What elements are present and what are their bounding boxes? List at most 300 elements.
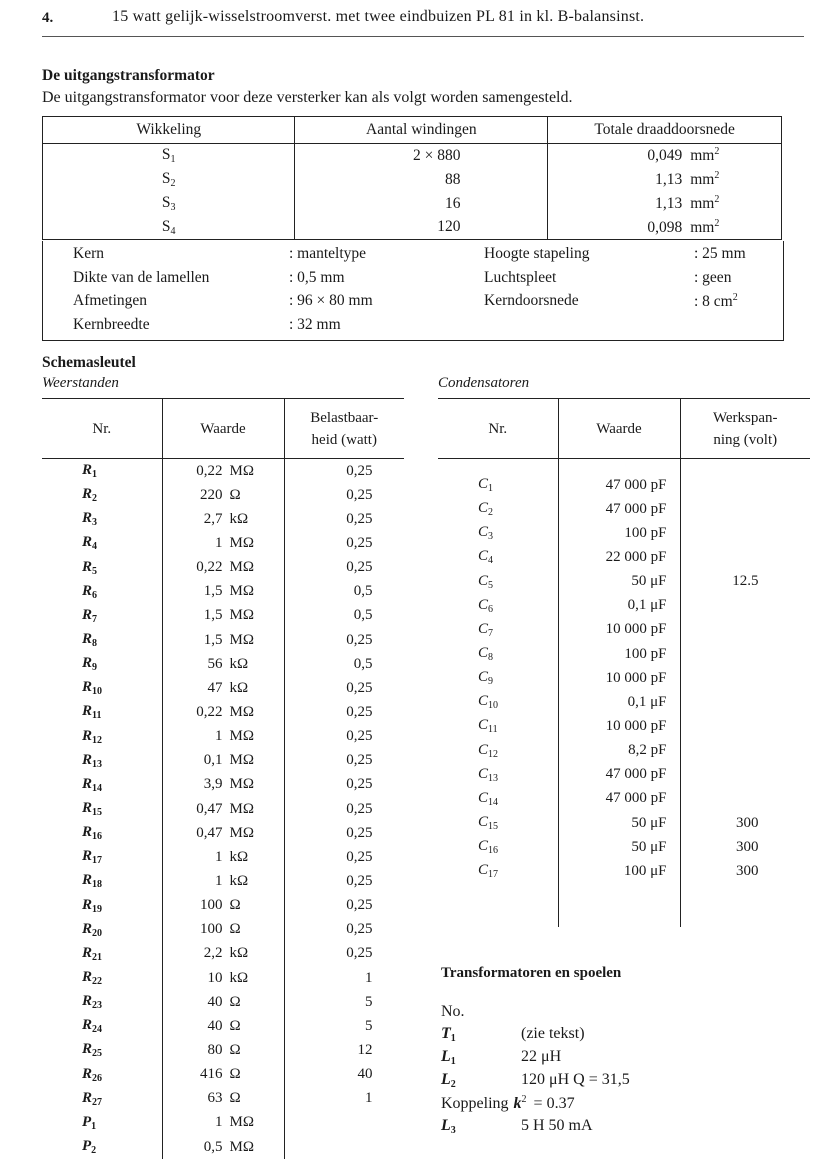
cap-col-voltage-2: ning (volt) xyxy=(713,431,778,448)
resistor-row xyxy=(42,507,404,531)
spacer-cell xyxy=(680,459,810,474)
resistor-id xyxy=(42,483,162,507)
resistor-unit: kΩ xyxy=(229,872,249,889)
resistor-load-cell xyxy=(284,1063,404,1087)
resistor-row xyxy=(42,556,404,580)
capacitor-voltage-cell xyxy=(680,594,810,618)
capacitor-value-cell xyxy=(558,859,680,883)
resistor-subscript: 17 xyxy=(92,855,103,867)
cap-col-nr: Nr. xyxy=(438,399,558,459)
resistor-value: 47 xyxy=(207,679,223,696)
capacitor-value: 47 000 pF xyxy=(605,500,667,517)
resistor-value-cell xyxy=(162,990,284,1014)
capacitor-subscript: 10 xyxy=(488,700,499,712)
coil-id xyxy=(441,1025,521,1044)
resistor-symbol: R xyxy=(82,751,93,768)
resistor-load: 0,25 xyxy=(346,486,373,503)
resistor-symbol: R xyxy=(82,824,93,841)
winding-wire-value: 0,049 xyxy=(647,147,683,165)
resistor-unit: Ω xyxy=(229,486,241,503)
resistor-load-cell xyxy=(284,1038,404,1062)
resistor-symbol: R xyxy=(82,872,93,889)
resistor-unit: MΩ xyxy=(229,607,254,624)
resistor-symbol: R xyxy=(82,558,93,575)
capacitor-symbol: C xyxy=(478,838,489,855)
coil-subscript: 2 xyxy=(450,1079,456,1090)
resistor-subscript: 26 xyxy=(92,1072,103,1084)
resistor-load-cell xyxy=(284,1087,404,1111)
resistor-load-cell xyxy=(284,531,404,555)
capacitor-id xyxy=(438,570,558,594)
resistor-value: 1,5 xyxy=(203,607,223,624)
resistor-row xyxy=(42,1135,404,1159)
coils-no-label: No. xyxy=(441,1003,465,1020)
resistor-load-cell xyxy=(284,869,404,893)
resistor-value: 0,47 xyxy=(196,800,223,817)
resistor-unit: MΩ xyxy=(229,824,254,841)
resistor-row xyxy=(42,580,404,604)
resistor-id xyxy=(42,604,162,628)
resistor-symbol: R xyxy=(82,1089,93,1106)
core-label-2: Hoogte stapeling xyxy=(484,245,590,262)
winding-subscript: 4 xyxy=(170,225,176,237)
resistor-value-cell xyxy=(162,604,284,628)
resistor-load-cell xyxy=(284,1014,404,1038)
coil-value: 5 H 50 mA xyxy=(521,1117,593,1134)
capacitor-voltage: 300 xyxy=(736,862,759,879)
resistor-symbol: R xyxy=(82,582,93,599)
capacitor-symbol: C xyxy=(478,814,489,831)
resistor-load: 1 xyxy=(365,969,373,986)
resistor-id xyxy=(42,1087,162,1111)
capacitor-id xyxy=(438,739,558,763)
capacitor-row xyxy=(438,787,810,811)
resistor-value-cell xyxy=(162,966,284,990)
capacitor-value-cell xyxy=(558,690,680,714)
resistor-subscript: 4 xyxy=(92,541,98,553)
resistor-value-cell xyxy=(162,749,284,773)
resistor-load: 0,25 xyxy=(346,728,373,745)
resistor-symbol: R xyxy=(82,848,93,865)
resistor-row xyxy=(42,459,404,484)
capacitor-voltage-cell xyxy=(680,811,810,835)
resistor-subscript: 2 xyxy=(91,1145,97,1156)
winding-subscript: 2 xyxy=(170,178,176,189)
resistor-symbol: R xyxy=(82,800,93,817)
winding-wire-cell xyxy=(548,168,782,192)
capacitor-row xyxy=(438,835,810,859)
resistor-load-cell xyxy=(284,459,404,484)
capacitor-id xyxy=(438,690,558,714)
capacitor-value-cell xyxy=(558,666,680,690)
capacitor-subscript: 9 xyxy=(488,676,494,688)
capacitor-row xyxy=(438,594,810,618)
resistor-load: 0,25 xyxy=(346,945,373,962)
capacitor-value: 0,1 μF xyxy=(627,597,667,614)
resistor-load: 5 xyxy=(365,993,373,1010)
winding-symbol: S xyxy=(161,194,171,211)
resistor-row xyxy=(42,628,404,652)
resistor-id xyxy=(42,628,162,652)
capacitor-id xyxy=(438,859,558,883)
capacitor-row xyxy=(438,497,810,521)
resistor-id xyxy=(42,845,162,869)
capacitor-value: 22 000 pF xyxy=(605,548,667,565)
winding-wire-unit: mm xyxy=(690,218,715,236)
resistor-value: 2,7 xyxy=(203,510,223,527)
resistor-id xyxy=(42,894,162,918)
resistor-load-cell xyxy=(284,773,404,797)
resistor-load: 0,25 xyxy=(346,703,373,720)
winding-wire-cell xyxy=(548,216,782,240)
capacitor-value-cell xyxy=(558,811,680,835)
resistor-load: 5 xyxy=(365,1017,373,1034)
resistor-id xyxy=(42,676,162,700)
winding-wire-unit-sup: 2 xyxy=(714,194,720,205)
capacitor-value: 8,2 pF xyxy=(628,742,667,759)
resistor-id xyxy=(42,700,162,724)
resistor-row xyxy=(42,845,404,869)
capacitor-voltage-cell xyxy=(680,642,810,666)
capacitor-id xyxy=(438,787,558,811)
resistor-load: 0,25 xyxy=(346,534,373,551)
resistor-subscript: 14 xyxy=(92,782,103,794)
resistor-subscript: 23 xyxy=(92,1000,103,1012)
resistor-load-cell xyxy=(284,1135,404,1159)
resistor-id xyxy=(42,725,162,749)
resistor-id xyxy=(42,507,162,531)
resistor-row xyxy=(42,700,404,724)
core-label: Afmetingen xyxy=(73,292,148,309)
resistor-row xyxy=(42,652,404,676)
capacitor-voltage-cell xyxy=(680,714,810,738)
capacitor-symbol: C xyxy=(478,548,489,565)
resistor-unit: Ω xyxy=(229,1090,241,1107)
capacitor-subscript: 12 xyxy=(488,748,499,760)
resistor-id xyxy=(42,1063,162,1087)
resistor-id xyxy=(42,1038,162,1062)
resistor-unit: MΩ xyxy=(229,776,254,793)
resistor-symbol: R xyxy=(82,1017,93,1034)
coil-subscript: 3 xyxy=(450,1125,456,1136)
winding-wire-cell xyxy=(548,192,782,216)
resistor-symbol: R xyxy=(82,969,93,986)
capacitor-spacer-row xyxy=(438,459,810,474)
col-header-winding: Wikkeling xyxy=(43,117,295,144)
resistor-value-cell xyxy=(162,531,284,555)
resistor-value: 100 xyxy=(200,921,223,938)
capacitor-value: 0,1 μF xyxy=(627,693,667,710)
resistor-value-cell xyxy=(162,628,284,652)
resistor-load-cell xyxy=(284,894,404,918)
capacitor-value-cell xyxy=(558,835,680,859)
winding-subscript: 1 xyxy=(170,154,176,166)
capacitor-subscript: 7 xyxy=(488,627,494,639)
winding-wire-unit: mm xyxy=(690,171,715,188)
schema-heading: Schemasleutel xyxy=(42,354,136,371)
capacitor-symbol: C xyxy=(478,476,489,493)
cap-col-voltage xyxy=(680,399,810,459)
page-number: 4. xyxy=(42,10,54,26)
capacitor-id xyxy=(438,618,558,642)
resistor-row xyxy=(42,1111,404,1135)
resistor-value: 1,5 xyxy=(203,583,223,600)
capacitor-symbol: C xyxy=(478,596,489,613)
capacitor-subscript: 8 xyxy=(488,652,494,664)
coupling-value: = 0.37 xyxy=(533,1095,575,1112)
resistor-value: 1 xyxy=(215,848,223,865)
resistor-value: 1,5 xyxy=(203,631,223,648)
resistor-value: 2,2 xyxy=(203,945,223,962)
resistor-load: 0,25 xyxy=(346,752,373,769)
resistor-value: 0,22 xyxy=(196,462,223,479)
resistor-symbol: R xyxy=(82,606,93,623)
core-value-2-text: : 8 cm xyxy=(694,293,733,310)
winding-wire-unit-sup: 2 xyxy=(714,170,720,181)
resistor-value: 0,5 xyxy=(203,1138,223,1155)
resistor-load-cell xyxy=(284,700,404,724)
resistor-subscript: 24 xyxy=(92,1024,103,1036)
winding-turns: 16 xyxy=(444,194,461,212)
core-label: Kern xyxy=(73,245,104,262)
capacitor-row xyxy=(438,618,810,642)
capacitor-voltage-cell xyxy=(680,497,810,521)
resistor-id xyxy=(42,990,162,1014)
capacitor-value-cell xyxy=(558,497,680,521)
coil-id xyxy=(441,1117,521,1136)
capacitor-symbol: C xyxy=(478,620,489,637)
resistor-subscript: 12 xyxy=(92,734,103,746)
capacitor-row xyxy=(438,642,810,666)
winding-row xyxy=(43,192,782,216)
capacitor-symbol: C xyxy=(478,741,489,758)
capacitor-voltage-cell xyxy=(680,690,810,714)
resistor-value-cell xyxy=(162,700,284,724)
resistor-load: 40 xyxy=(357,1066,373,1083)
resistor-id xyxy=(42,773,162,797)
resistor-load: 0,25 xyxy=(346,510,373,527)
winding-name xyxy=(43,144,295,168)
coil-symbol: L xyxy=(441,1117,451,1134)
resistor-load: 0,25 xyxy=(346,800,373,817)
transformer-heading: De uitgangstransformator xyxy=(42,67,215,84)
resistor-id xyxy=(42,918,162,942)
capacitor-value-cell xyxy=(558,642,680,666)
capacitor-value-cell xyxy=(558,570,680,594)
capacitor-value: 47 000 pF xyxy=(605,476,667,493)
capacitor-subscript: 14 xyxy=(488,796,499,808)
capacitor-symbol: C xyxy=(478,645,489,662)
resistor-value: 63 xyxy=(207,1090,223,1107)
coil-subscript: 1 xyxy=(450,1056,456,1067)
page-title: 15 watt gelijk-wisselstroomverst. met twee eindbuizen PL 81 in kl. B-balansinst. xyxy=(112,8,645,25)
capacitor-subscript: 17 xyxy=(488,869,499,881)
capacitor-id xyxy=(438,642,558,666)
winding-rows xyxy=(43,144,782,240)
capacitor-id xyxy=(438,497,558,521)
resistor-symbol: R xyxy=(82,727,93,744)
capacitor-voltage-cell xyxy=(680,859,810,883)
capacitor-id xyxy=(438,763,558,787)
transformer-intro: De uitgangstransformator voor deze versterker kan als volgt worden samengesteld. xyxy=(42,89,573,106)
capacitor-value: 10 000 pF xyxy=(605,621,667,638)
capacitor-symbol: C xyxy=(478,669,489,686)
capacitor-id xyxy=(438,521,558,545)
resistor-value-cell xyxy=(162,507,284,531)
winding-turns-cell xyxy=(295,168,548,192)
capacitor-value: 10 000 pF xyxy=(605,717,667,734)
winding-turns: 120 xyxy=(437,218,461,236)
resistor-load-cell xyxy=(284,580,404,604)
resistor-load-cell xyxy=(284,483,404,507)
resistor-id xyxy=(42,1111,162,1135)
resistor-row xyxy=(42,749,404,773)
coil-row xyxy=(441,1071,771,1094)
resistor-subscript: 18 xyxy=(92,879,103,891)
resistor-value: 40 xyxy=(207,993,223,1010)
winding-turns: 2 × 880 xyxy=(412,146,461,164)
spacer-cell xyxy=(438,459,558,474)
capacitor-symbol: C xyxy=(478,500,489,517)
resistor-symbol: R xyxy=(82,679,93,696)
resistor-load: 0,25 xyxy=(346,559,373,576)
capacitor-tail-row xyxy=(438,883,810,927)
resistor-table xyxy=(42,398,404,1159)
resistor-subscript: 22 xyxy=(92,976,103,988)
capacitor-symbol: C xyxy=(478,789,489,806)
resistor-subscript: 15 xyxy=(92,807,103,819)
resistor-symbol: R xyxy=(82,462,93,479)
resistor-subscript: 21 xyxy=(92,951,103,963)
resistor-symbol: R xyxy=(82,1041,93,1058)
coil-id xyxy=(441,1071,521,1090)
capacitor-id xyxy=(438,545,558,569)
resistor-id xyxy=(42,869,162,893)
resistor-load: 0,25 xyxy=(346,872,373,889)
resistor-symbol: P xyxy=(82,1113,92,1130)
resistor-value-cell xyxy=(162,1014,284,1038)
capacitor-rows xyxy=(438,459,810,928)
resistor-unit: kΩ xyxy=(229,848,249,865)
capacitor-value: 47 000 pF xyxy=(605,790,667,807)
capacitor-subscript: 13 xyxy=(488,772,499,784)
capacitor-voltage-cell xyxy=(680,521,810,545)
capacitor-symbol: C xyxy=(478,572,489,589)
resistor-id xyxy=(42,652,162,676)
resistor-value-cell xyxy=(162,483,284,507)
winding-table xyxy=(42,116,782,240)
resistor-load: 0,25 xyxy=(346,897,373,914)
resistor-load-cell xyxy=(284,604,404,628)
resistor-value-cell xyxy=(162,894,284,918)
resistor-value: 1 xyxy=(215,534,223,551)
resistor-value-cell xyxy=(162,942,284,966)
capacitor-value: 100 pF xyxy=(624,645,667,662)
resistor-unit: MΩ xyxy=(229,583,254,600)
resistor-symbol: R xyxy=(82,993,93,1010)
capacitor-voltage-cell xyxy=(680,473,810,497)
winding-turns: 88 xyxy=(444,170,461,188)
resistor-load: 12 xyxy=(357,1041,373,1058)
resistor-row xyxy=(42,966,404,990)
resistor-load-cell xyxy=(284,1111,404,1135)
resistor-load-cell xyxy=(284,507,404,531)
core-specs xyxy=(42,241,784,341)
resistor-symbol: R xyxy=(82,486,93,503)
resistor-rows xyxy=(42,459,404,1160)
capacitor-value-cell xyxy=(558,473,680,497)
core-label: Kernbreedte xyxy=(73,315,150,333)
core-value-2-text: : 25 mm xyxy=(694,245,746,262)
resistor-subscript: 1 xyxy=(92,469,98,481)
core-value-2-sup: 2 xyxy=(732,292,738,303)
resistor-load: 0,25 xyxy=(346,776,373,793)
capacitor-row xyxy=(438,473,810,497)
resistor-unit: kΩ xyxy=(229,969,249,986)
tail-cell xyxy=(438,883,558,927)
core-value-2 xyxy=(694,269,731,293)
capacitor-subscript: 5 xyxy=(488,579,494,591)
resistor-subscript: 6 xyxy=(92,589,98,601)
resistor-subscript: 5 xyxy=(92,565,98,577)
winding-wire-unit: mm xyxy=(690,195,715,212)
resistor-subscript: 25 xyxy=(92,1048,103,1060)
capacitor-row xyxy=(438,763,810,787)
res-col-load-2: heid (watt) xyxy=(311,431,377,448)
res-col-nr: Nr. xyxy=(42,399,162,459)
resistor-load: 0,25 xyxy=(346,848,373,865)
capacitor-id xyxy=(438,594,558,618)
resistor-symbol: R xyxy=(82,655,93,672)
tail-cell xyxy=(680,883,810,927)
resistor-id xyxy=(42,531,162,555)
capacitor-voltage-cell xyxy=(680,618,810,642)
resistor-unit: MΩ xyxy=(229,462,254,479)
capacitor-table xyxy=(438,398,810,927)
resistor-load-cell xyxy=(284,797,404,821)
resistor-unit: MΩ xyxy=(229,752,254,769)
coils-list xyxy=(441,1025,771,1140)
winding-symbol: S xyxy=(161,170,171,187)
resistor-symbol: R xyxy=(82,944,93,961)
resistor-id xyxy=(42,459,162,484)
resistor-value-cell xyxy=(162,1135,284,1159)
capacitor-voltage-cell xyxy=(680,666,810,690)
resistor-unit: MΩ xyxy=(229,1138,254,1155)
resistor-load: 0,25 xyxy=(346,631,373,648)
winding-wire-unit-sup: 2 xyxy=(714,146,720,158)
resistor-id xyxy=(42,966,162,990)
resistor-row xyxy=(42,797,404,821)
cap-col-voltage-1: Werkspan- xyxy=(712,409,778,426)
winding-wire xyxy=(548,194,781,213)
resistor-unit: MΩ xyxy=(229,631,254,648)
core-value-2 xyxy=(694,245,746,269)
resistor-subscript: 2 xyxy=(92,493,98,505)
capacitor-value: 50 μF xyxy=(631,838,667,855)
capacitor-value-cell xyxy=(558,739,680,763)
core-label: Dikte van de lamellen xyxy=(73,268,210,286)
capacitor-value-cell xyxy=(558,545,680,569)
winding-wire-value: 0,098 xyxy=(647,218,683,236)
capacitor-subscript: 2 xyxy=(488,507,494,519)
capacitor-value: 47 000 pF xyxy=(605,766,667,783)
winding-symbol: S xyxy=(161,217,171,235)
winding-turns-cell xyxy=(295,144,548,168)
capacitor-subscript: 4 xyxy=(488,555,494,567)
resistor-unit: Ω xyxy=(229,1066,241,1083)
capacitor-value-cell xyxy=(558,763,680,787)
